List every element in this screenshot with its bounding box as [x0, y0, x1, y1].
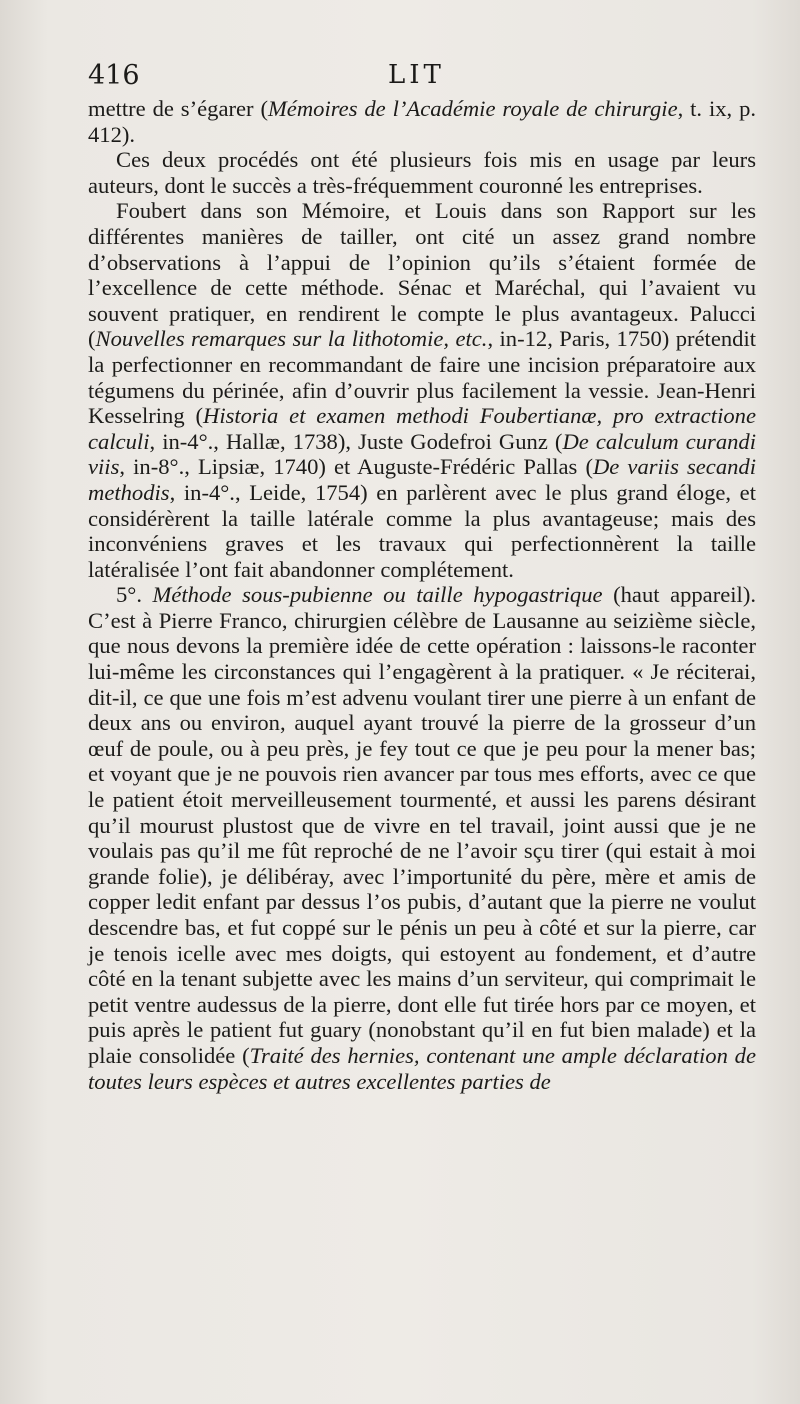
- text-run: , in-4°., Hallæ, 1738), Juste Godefroi Gunz (: [149, 428, 563, 454]
- text-run: , in-4°., Leide, 1754) en parlèrent avec le plus grand éloge, et considérèrent la taille latérale comme la plus avantageuse; mais des inconvéniens graves et les travaux qui perfectionnèrent la taille latéralisée l’ont fait abandonner complétement.: [88, 479, 756, 582]
- italic-run: De variis secandi methodis: [88, 454, 756, 505]
- italic-run: De calculum curandi viis: [88, 428, 756, 480]
- text-run: 5°.: [116, 582, 153, 608]
- italic-run: Historia et examen methodi Foubertianæ, pro extractione calculi: [88, 403, 756, 454]
- text-run: (haut appareil). C’est à Pierre Franco, chirurgien célèbre de Lausanne au seizième siècle, que nous devons la première idée de cette opération : laissons-le raconter lui-même les circonstances qui l’engagèrent à la pratiquer. « Je réciterai, dit-il, ce que une fois m’est advenu voulant tirer une pierre à un enfant de deux ans ou environ, auquel ayant trouvé la pierre de la grosseur d’un œuf de poule, ou à peu près, je fey tout ce que je peu pour la mener bas; et voyant que je ne pouvois rien avancer par tous mes efforts, avec ce que le patient étoit merveilleusement tourmenté, et aussi les parens désirant qu’il mourust plustost que de vivre en tel travail, joint aussi que je ne voulais pas qu’il me fût reproché de ne l’avoir sçu tirer (qui estait à moi grande folie), je délibéray, avec l’importunité du père, mère et amis de copper ledit enfant par dessus l’os pubis, d’autant que la pierre ne voulut descendre bas, et fut coppé sur le pénis un peu à côté et sur la pierre, car je tenois icelle avec mes doigts, qui estoyent au fondement, et d’autre côté en la tenant subjette avec les mains d’un serviteur, qui comprimait le petit ventre audessus de la pierre, dont elle fut tirée hors par ce moyen, et puis après le patient fut guary (nonobstant qu’il en fut bien malade) et la plaie consolidée (: [88, 582, 756, 1068]
- italic-run: Mémoires de l’Académie royale de chirurgie: [267, 96, 678, 121]
- text-run: , in-8°., Lipsiæ, 1740) et Auguste-Frédéric Pallas (: [119, 454, 593, 480]
- italic-run: Traité des hernies, contenant une ample déclaration de toutes leurs espèces et autres excellentes parties de: [88, 1042, 756, 1094]
- text-run: , t. ix, p. 412).: [88, 96, 757, 147]
- page-number: 416: [88, 60, 140, 91]
- text-run: , in-12, Paris, 1750) prétendit la perfectionner en recommandant de faire une incision préparatoire aux tégumens du périnée, afin d’ouvrir plus facilement la vessie. Jean-Henri Kesselring (: [88, 326, 757, 429]
- paragraph-hypogastric-method: [88, 582, 756, 1094]
- text-run: Ces deux procédés ont été plusieurs fois mis en usage par leurs auteurs, dont le succès a très-fréquemment couronné les entreprises.: [88, 147, 756, 198]
- italic-run: Méthode sous-pubienne ou taille hypogastrique: [152, 582, 603, 608]
- text-run: mettre de s’égarer (: [88, 96, 268, 121]
- paragraph-continuation: [88, 96, 756, 147]
- running-head: LIT: [388, 60, 445, 90]
- italic-run: Nouvelles remarques sur la lithotomie, etc.: [95, 326, 488, 352]
- text-run: Foubert dans son Mémoire, et Louis dans son Rapport sur les différentes manières de tailler, ont cité un assez grand nombre d’observations à l’appui de l’opinion qu’ils s’étaient formée de l’excellence de cette méthode. Sénac et Maréchal, qui l’avaient vu souvent pratiquer, en rendirent le compte le plus avantageux. Palucci (: [88, 198, 756, 352]
- page-header: [88, 60, 756, 96]
- paragraph-foubert: [88, 198, 756, 582]
- paragraph-procedures: [88, 147, 756, 198]
- body-text: [88, 96, 756, 1094]
